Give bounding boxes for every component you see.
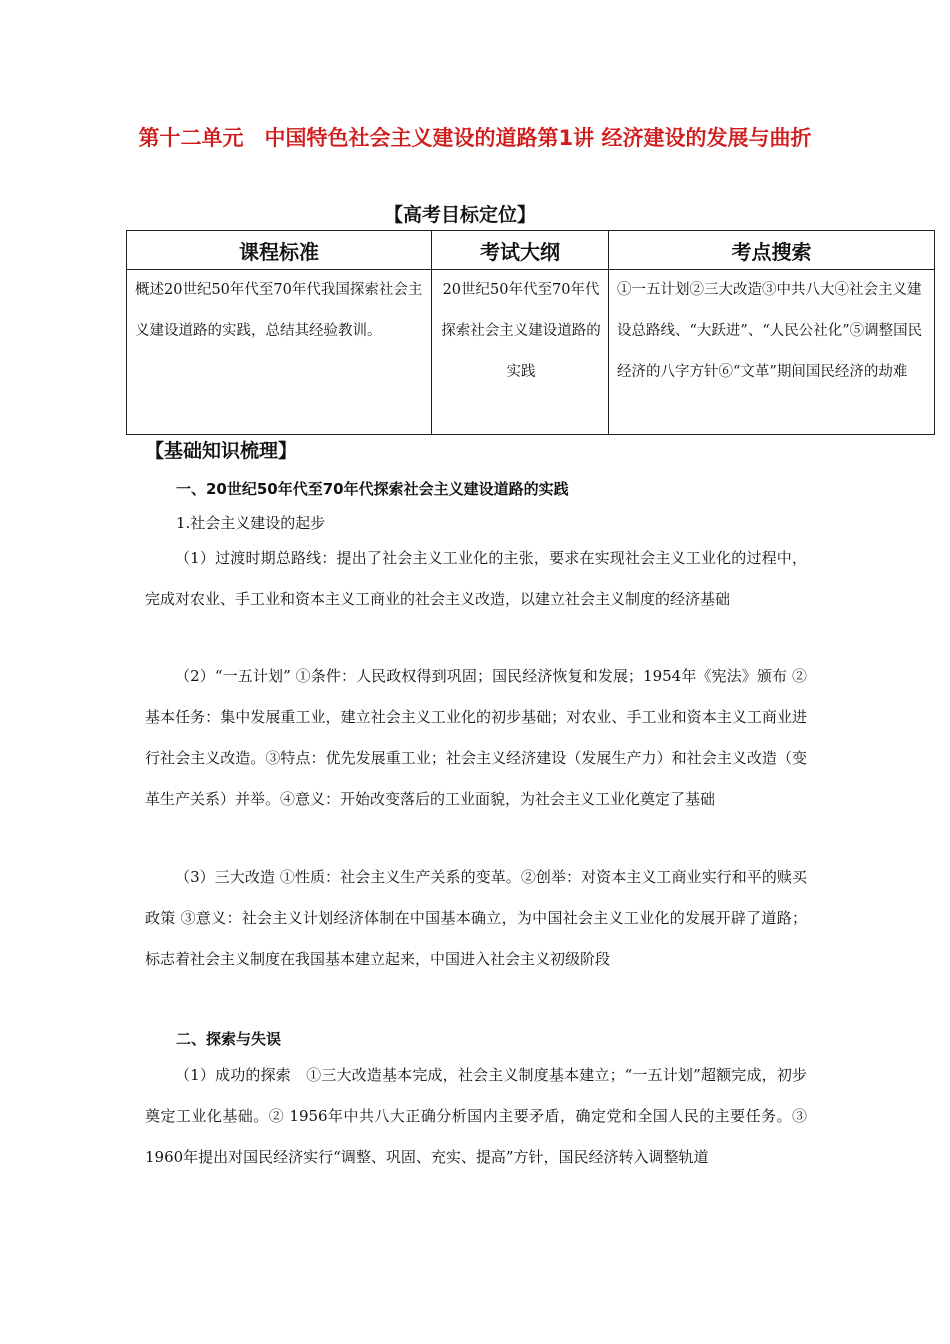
section1-heading: 一、20世纪50年代至70年代探索社会主义建设道路的实践 <box>176 480 569 498</box>
table-header: 考点搜索 <box>609 231 935 270</box>
basics-heading: 【基础知识梳理】 <box>145 440 298 462</box>
document-title: 第十二单元 中国特色社会主义建设的道路第1讲 经济建设的发展与曲折 <box>138 126 812 150</box>
section2-paragraph-1: （1）成功的探索 ①三大改造基本完成，社会主义制度基本建立；“一五计划”超额完成，初步奠定工业化基础。② 1956年中共八大正确分析国内主要矛盾，确定党和全国人民的主要任务。③ 1960年提出对国民经济实行“调整、巩固、充实、提高”方针，国民经济转入调整轨道 <box>145 1066 807 1166</box>
goal-heading: 【高考目标定位】 <box>384 204 537 226</box>
table-header: 考试大纲 <box>432 231 609 270</box>
table-row <box>127 270 935 435</box>
goals-table <box>126 230 935 435</box>
table-header-row <box>127 231 935 270</box>
table-cell-outline: 20世纪50年代至70年代探索社会主义建设道路的实践 <box>432 270 609 435</box>
section1-paragraph-1: （1）过渡时期总路线：提出了社会主义工业化的主张，要求在实现社会主义工业化的过程中，完成对农业、手工业和资本主义工商业的社会主义改造，以建立社会主义制度的经济基础 <box>145 549 807 608</box>
table-cell-standard: 概述20世纪50年代至70年代我国探索社会主义建设道路的实践，总结其经验教训。 <box>127 270 432 435</box>
table-cell-keypoints: ①一五计划②三大改造③中共八大④社会主义建设总路线、“大跃进”、“人民公社化”⑤调整国民经济的八字方针⑥“文革”期间国民经济的劫难 <box>609 270 935 435</box>
section1-paragraph-2: （2）“一五计划” ①条件：人民政权得到巩固；国民经济恢复和发展；1954年《宪法》颁布 ②基本任务：集中发展重工业，建立社会主义工业化的初步基础；对农业、手工业和资本主义工商业进行社会主义改造。③特点：优先发展重工业；社会主义经济建设（发展生产力）和社会主义改造（变革生产关系）并举。④意义：开始改变落后的工业面貌，为社会主义工业化奠定了基础 <box>145 667 807 808</box>
section1-paragraph-3: （3）三大改造 ①性质：社会主义生产关系的变革。②创举：对资本主义工商业实行和平的赎买政策 ③意义：社会主义计划经济体制在中国基本确立，为中国社会主义工业化的发展开辟了道路；标志着社会主义制度在我国基本建立起来，中国进入社会主义初级阶段 <box>145 868 807 968</box>
section2-heading: 二、探索与失误 <box>176 1030 282 1048</box>
table-header: 课程标准 <box>127 231 432 270</box>
section1-subheading: 1.社会主义建设的起步 <box>176 514 326 532</box>
